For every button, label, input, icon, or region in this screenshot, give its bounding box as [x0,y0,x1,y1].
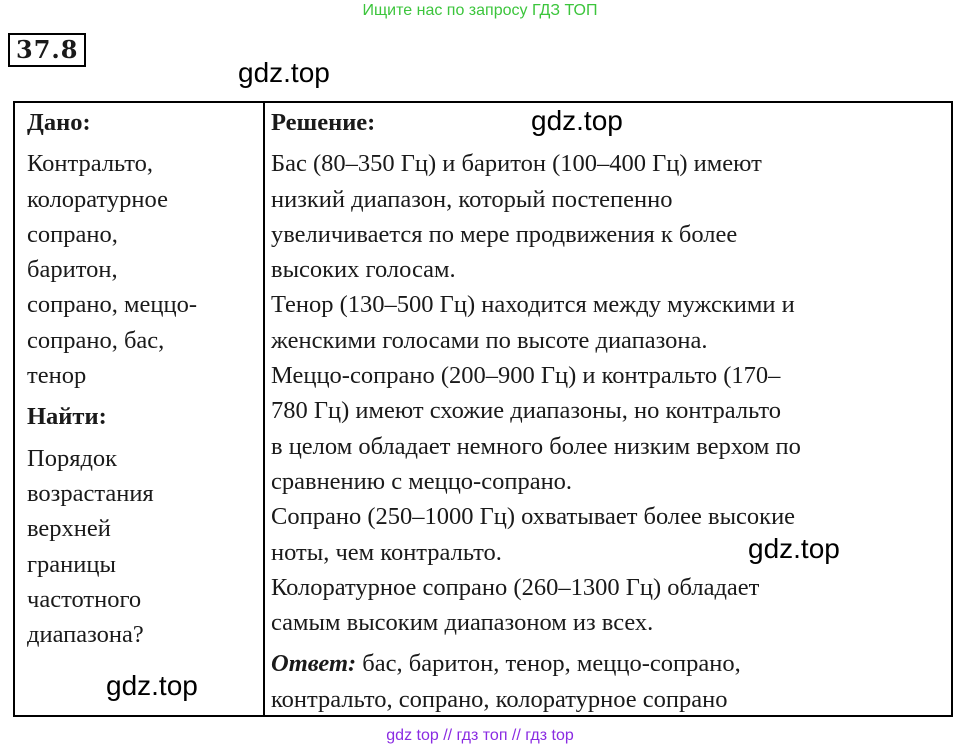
top-banner: Ищите нас по запросу ГДЗ ТОП [362,2,598,19]
find-line: диапазона? [27,621,144,649]
watermark-text: gdz.top [531,105,623,136]
solution-paragraph-mezzo-contralto [271,358,947,499]
given-line: сопрано, [27,220,118,248]
solution-line: Бас (80–350 Гц) и баритон (100–400 Гц) имеют [271,150,762,178]
column-divider [263,103,265,715]
find-line: верхней [27,515,111,543]
answer-text: бас, баритон, тенор, меццо-сопрано, [356,650,741,678]
solution-line: Меццо-сопрано (200–900 Гц) и контральто (170– [271,362,781,390]
bottom-banner: gdz top // гдз топ // гдз top [386,727,574,744]
solution-line: сравнению с меццо-сопрано. [271,467,573,495]
solution-line: самым высоким диапазоном из всех. [271,609,654,637]
find-heading: Найти: [27,403,107,431]
solution-line: Колоратурное сопрано (260–1300 Гц) обладает [271,573,760,601]
watermark-text: gdz.top [106,670,198,701]
solution-line: 780 Гц) имеют схожие диапазоны, но контральто [271,397,781,425]
solution-heading: Решение: [271,109,376,136]
answer-label: Ответ: [271,650,357,678]
solution-line: Тенор (130–500 Гц) находится между мужскими и [271,291,795,319]
task-number: 37.8 [8,33,86,67]
solution-line: женскими голосами по высоте диапазона. [271,326,708,354]
answer-line: контральто, сопрано, колоратурное сопрано [271,685,728,713]
solution-line: в целом обладает немного более низким верхом по [271,432,801,460]
given-line: Контральто, [27,150,154,178]
solution-column [271,103,947,717]
watermark-text: gdz.top [238,57,330,88]
given-heading: Дано: [27,109,91,136]
given-line: колоратурное [27,185,168,213]
solution-line: высоких голосам. [271,256,456,284]
solution-paragraph-coloratura [271,570,947,641]
find-question [27,441,253,653]
solution-paragraph-tenor [271,287,947,358]
solution-paragraph-soprano [271,499,947,570]
given-line: баритон, [27,256,118,284]
find-line: границы [27,550,116,578]
solution-line: увеличивается по мере продвижения к более [271,220,738,248]
find-line: возрастания [27,479,154,507]
given-list [27,146,253,393]
find-line: Порядок [27,444,118,472]
solution-paragraph-bass-baritone [271,146,947,287]
answer-line [271,646,947,681]
find-line: частотного [27,585,142,613]
given-line: сопрано, меццо- [27,291,197,319]
given-line: сопрано, бас, [27,326,165,354]
solution-line: низкий диапазон, который постепенно [271,185,673,213]
solution-body [271,146,947,640]
given-line: тенор [27,362,87,390]
watermark-text: gdz.top [748,533,840,564]
solution-line: ноты, чем контральто. [271,538,502,566]
given-column [27,103,253,652]
solution-table [13,101,953,717]
answer-block [271,646,947,717]
solution-line: Сопрано (250–1000 Гц) охватывает более высокие [271,503,796,531]
